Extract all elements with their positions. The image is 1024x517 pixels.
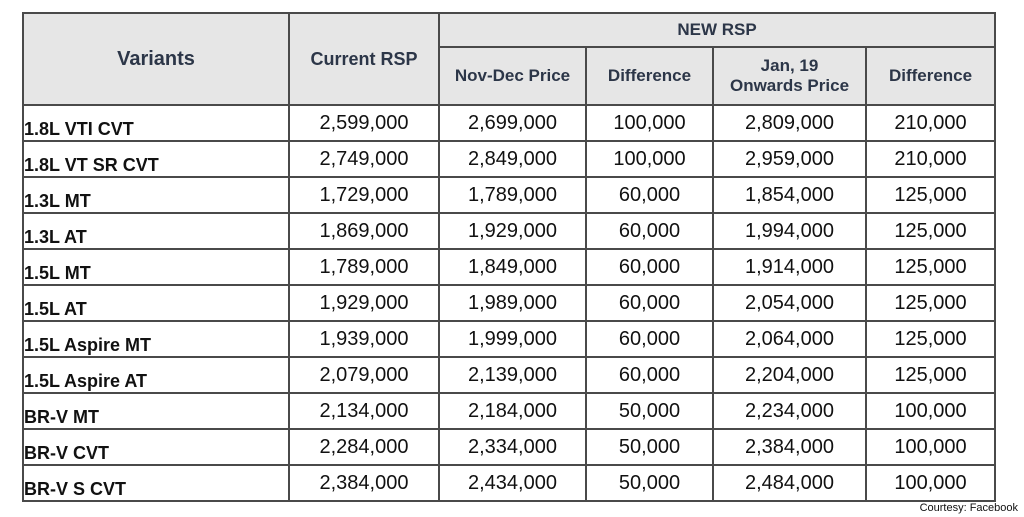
difference-2-cell: 125,000 [866,285,995,321]
price-table-body [23,105,995,501]
header-variants: Variants [23,13,289,105]
difference-2-cell: 125,000 [866,177,995,213]
nov-dec-price-cell: 2,184,000 [439,393,586,429]
jan-onwards-price-cell: 1,854,000 [713,177,866,213]
difference-2-cell: 100,000 [866,465,995,501]
difference-1-cell: 60,000 [586,357,713,393]
nov-dec-price-cell: 1,849,000 [439,249,586,285]
difference-1-cell: 50,000 [586,465,713,501]
variant-cell: BR-V S CVT [23,465,289,501]
variant-cell: 1.8L VT SR CVT [23,141,289,177]
difference-2-cell: 100,000 [866,393,995,429]
variant-cell: 1.5L Aspire MT [23,321,289,357]
header-jan-onwards-price [713,47,866,105]
difference-2-cell: 125,000 [866,249,995,285]
variant-cell: 1.5L Aspire AT [23,357,289,393]
courtesy-caption: Courtesy: Facebook [919,502,1018,514]
difference-1-cell: 60,000 [586,249,713,285]
variant-cell: 1.5L MT [23,249,289,285]
current-rsp-cell: 2,284,000 [289,429,439,465]
table-row [23,393,995,429]
variant-cell: 1.3L MT [23,177,289,213]
nov-dec-price-cell: 1,789,000 [439,177,586,213]
table-row [23,285,995,321]
difference-1-cell: 60,000 [586,285,713,321]
nov-dec-price-cell: 1,989,000 [439,285,586,321]
jan-onwards-price-cell: 2,384,000 [713,429,866,465]
difference-1-cell: 60,000 [586,321,713,357]
current-rsp-cell: 1,729,000 [289,177,439,213]
variant-cell: 1.5L AT [23,285,289,321]
table-row [23,177,995,213]
table-row [23,249,995,285]
current-rsp-cell: 2,749,000 [289,141,439,177]
jan-onwards-price-cell: 1,994,000 [713,213,866,249]
difference-2-cell: 100,000 [866,429,995,465]
difference-1-cell: 50,000 [586,429,713,465]
variant-cell: BR-V CVT [23,429,289,465]
difference-1-cell: 60,000 [586,177,713,213]
header-jan-line1: Jan, 19 [760,56,819,75]
table-row [23,141,995,177]
difference-1-cell: 100,000 [586,105,713,141]
difference-2-cell: 125,000 [866,321,995,357]
current-rsp-cell: 2,079,000 [289,357,439,393]
table-row [23,105,995,141]
jan-onwards-price-cell: 2,204,000 [713,357,866,393]
difference-1-cell: 50,000 [586,393,713,429]
variant-cell: BR-V MT [23,393,289,429]
current-rsp-cell: 2,384,000 [289,465,439,501]
table-row [23,213,995,249]
header-nov-dec-price: Nov-Dec Price [439,47,586,105]
table-row [23,357,995,393]
jan-onwards-price-cell: 2,064,000 [713,321,866,357]
jan-onwards-price-cell: 2,234,000 [713,393,866,429]
difference-1-cell: 100,000 [586,141,713,177]
current-rsp-cell: 2,134,000 [289,393,439,429]
current-rsp-cell: 2,599,000 [289,105,439,141]
price-table-frame [22,12,996,502]
jan-onwards-price-cell: 2,959,000 [713,141,866,177]
price-table [22,12,996,502]
difference-2-cell: 210,000 [866,105,995,141]
table-row [23,321,995,357]
jan-onwards-price-cell: 2,809,000 [713,105,866,141]
nov-dec-price-cell: 2,334,000 [439,429,586,465]
variant-cell: 1.3L AT [23,213,289,249]
jan-onwards-price-cell: 1,914,000 [713,249,866,285]
table-row [23,465,995,501]
difference-2-cell: 125,000 [866,357,995,393]
current-rsp-cell: 1,789,000 [289,249,439,285]
difference-2-cell: 125,000 [866,213,995,249]
variant-cell: 1.8L VTI CVT [23,105,289,141]
current-rsp-cell: 1,869,000 [289,213,439,249]
current-rsp-cell: 1,939,000 [289,321,439,357]
difference-1-cell: 60,000 [586,213,713,249]
header-jan-line2: Onwards Price [729,76,850,95]
header-new-rsp: NEW RSP [439,13,995,47]
difference-2-cell: 210,000 [866,141,995,177]
header-difference-1: Difference [586,47,713,105]
header-difference-2: Difference [866,47,995,105]
nov-dec-price-cell: 2,434,000 [439,465,586,501]
jan-onwards-price-cell: 2,484,000 [713,465,866,501]
header-current-rsp: Current RSP [289,13,439,105]
nov-dec-price-cell: 1,999,000 [439,321,586,357]
nov-dec-price-cell: 2,849,000 [439,141,586,177]
jan-onwards-price-cell: 2,054,000 [713,285,866,321]
nov-dec-price-cell: 2,699,000 [439,105,586,141]
table-row [23,429,995,465]
current-rsp-cell: 1,929,000 [289,285,439,321]
nov-dec-price-cell: 1,929,000 [439,213,586,249]
nov-dec-price-cell: 2,139,000 [439,357,586,393]
